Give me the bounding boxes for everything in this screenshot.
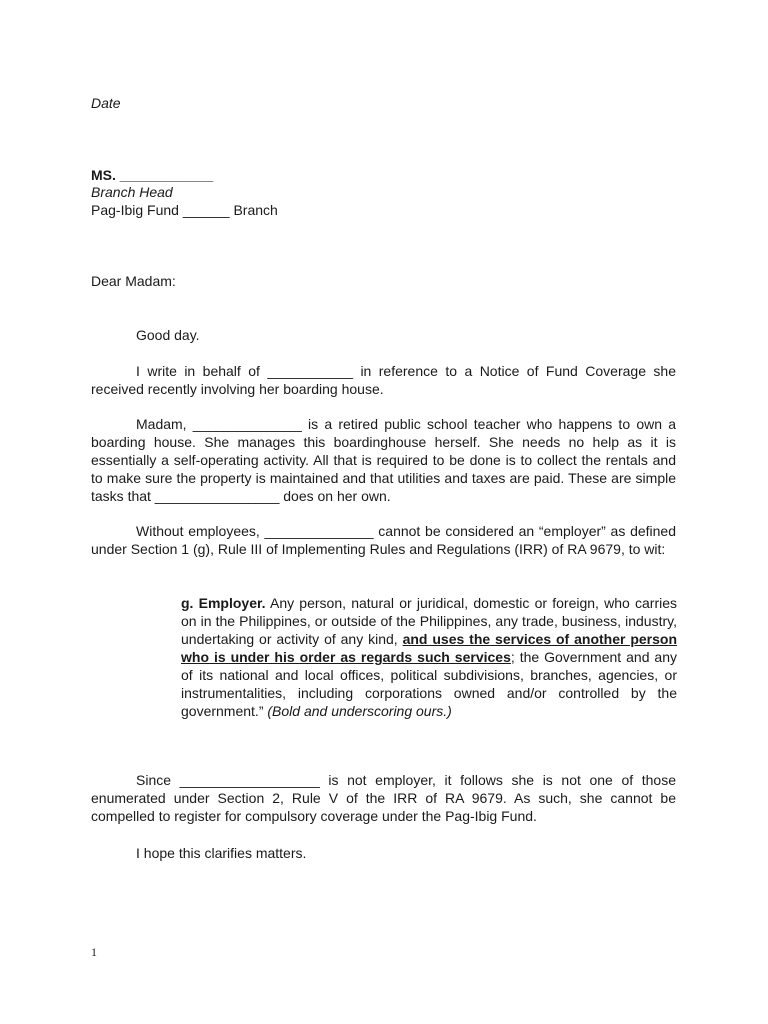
quote-term: g. Employer. <box>181 595 266 611</box>
recipient-position: Branch Head <box>91 184 173 200</box>
salutation: Dear Madam: <box>91 273 176 289</box>
paragraph-conclusion: Since __________________ is not employer, it follows she is not one of those enumerated under Section 2, Rule V of the IRR of RA 9679. As such, she cannot be compelled to register for compulsory coverage under the Pag-Ibig Fund. <box>91 772 676 824</box>
recipient-office: Pag-Ibig Fund ______ Branch <box>91 202 278 218</box>
paragraph-employer-definition: Without employees, ______________ cannot be considered an “employer” as defined under Section 1 (g), Rule III of Implementing Rules and Regulations (IRR) of RA 9679, to wit: <box>91 523 676 557</box>
closing-paragraph: I hope this clarifies matters. <box>136 845 307 861</box>
quote-text-2: ; the Government and any of its national and local offices, political subdivisions, branches, agencies, or instrumentalities, including corporations owned and/or controlled by the government.” <box>181 649 678 719</box>
paragraph-notice: I write in behalf of ___________ in reference to a Notice of Fund Coverage she received recently involving her boarding house. <box>91 363 676 397</box>
greeting-paragraph: Good day. <box>136 327 200 343</box>
quote-emphasis: and uses the services of another person who is under his order as regards such services <box>181 631 678 665</box>
paragraph-background: Madam, ______________ is a retired public school teacher who happens to own a boarding house. She manages this boardinghouse herself. She needs no help as it is essentially a self-operating activity. All that is required to be done is to collect the rentals and to make sure the property is maintained and that utilities and taxes are paid. These are simple tasks that ________________ does on her own. <box>91 416 676 504</box>
quoted-provision <box>181 594 677 720</box>
quote-text-1: Any person, natural or juridical, domestic or foreign, who carries on in the Philippines, or outside of the Philippines, any trade, business, industry, undertaking or activity of any kind, <box>181 595 678 647</box>
page-number: 1 <box>91 945 97 959</box>
date-label: Date <box>91 95 121 111</box>
recipient-name: MS. ____________ <box>91 167 214 183</box>
quote-note: (Bold and underscoring ours.) <box>267 703 452 719</box>
